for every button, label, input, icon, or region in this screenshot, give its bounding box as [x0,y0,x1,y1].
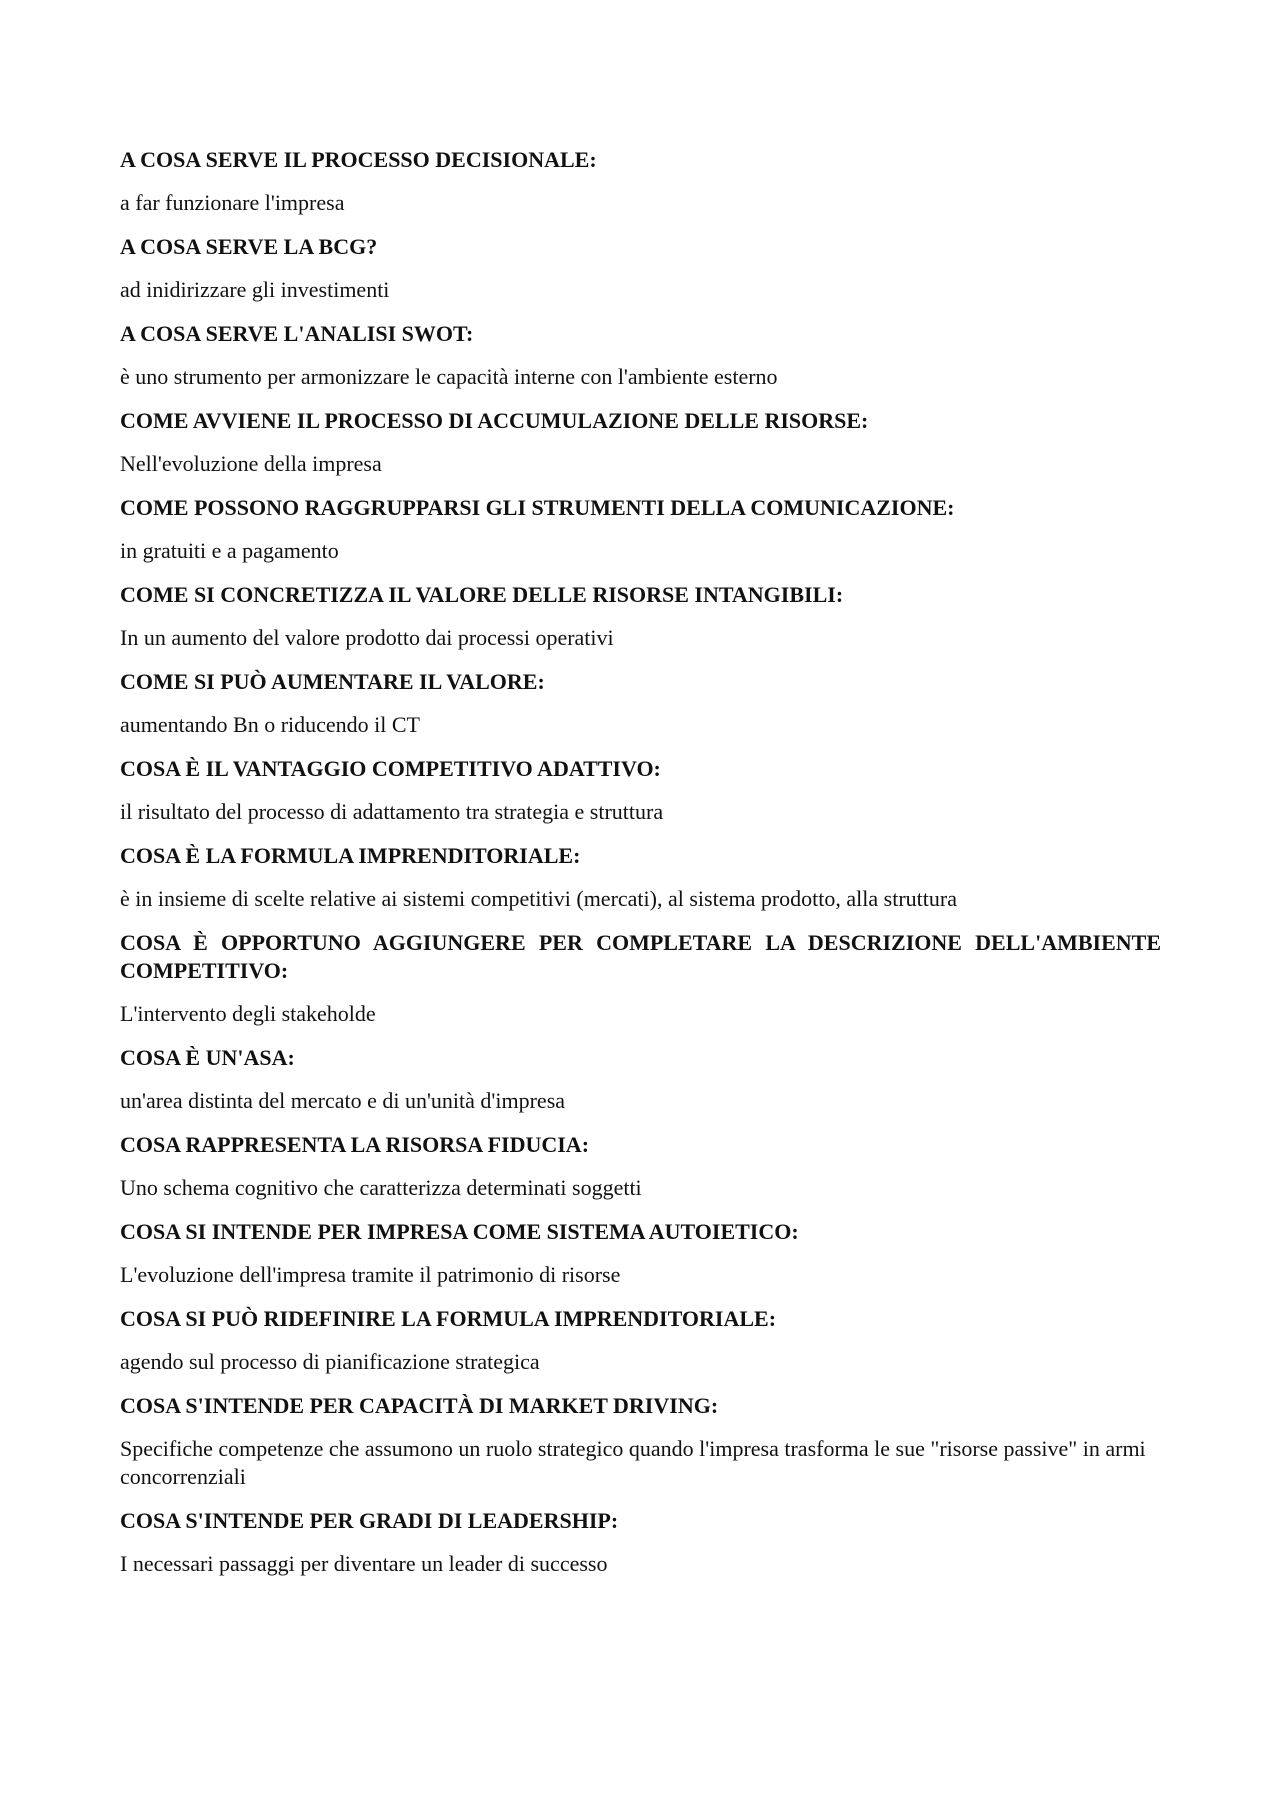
answer-text: L'intervento degli stakeholde [120,1001,376,1026]
question-heading: A COSA SERVE L'ANALISI SWOT: [120,321,474,346]
qa-item [120,842,1161,913]
question-heading: A COSA SERVE LA BCG? [120,234,378,259]
question-heading: COSA È OPPORTUNO AGGIUNGERE PER COMPLETARE LA DESCRIZIONE DELL'AMBIENTE COMPETITIVO: [120,930,1161,983]
question-heading: COME SI PUÒ AUMENTARE IL VALORE: [120,669,545,694]
question-heading: COSA S'INTENDE PER GRADI DI LEADERSHIP: [120,1508,619,1533]
answer-text: è in insieme di scelte relative ai sistemi competitivi (mercati), al sistema prodotto, alla struttura [120,886,957,911]
qa-item [120,1044,1161,1115]
qa-item [120,233,1161,304]
question-heading: COSA RAPPRESENTA LA RISORSA FIDUCIA: [120,1132,590,1157]
answer-text: il risultato del processo di adattamento tra strategia e struttura [120,799,664,824]
answer-text: ad inidirizzare gli investimenti [120,277,390,302]
question-heading: COME POSSONO RAGGRUPPARSI GLI STRUMENTI DELLA COMUNICAZIONE: [120,495,955,520]
qa-item [120,1131,1161,1202]
qa-item [120,407,1161,478]
question-heading: COSA È IL VANTAGGIO COMPETITIVO ADATTIVO: [120,756,661,781]
question-heading: COME SI CONCRETIZZA IL VALORE DELLE RISORSE INTANGIBILI: [120,582,844,607]
qa-item [120,1392,1161,1491]
answer-text: a far funzionare l'impresa [120,190,345,215]
question-heading: COSA È LA FORMULA IMPRENDITORIALE: [120,843,581,868]
answer-text: Nell'evoluzione della impresa [120,451,382,476]
question-heading: COSA S'INTENDE PER CAPACITÀ DI MARKET DRIVING: [120,1393,719,1418]
qa-item [120,755,1161,826]
qa-item [120,146,1161,217]
answer-text: è uno strumento per armonizzare le capacità interne con l'ambiente esterno [120,364,778,389]
question-heading: COSA SI INTENDE PER IMPRESA COME SISTEMA AUTOIETICO: [120,1219,799,1244]
qa-item [120,668,1161,739]
qa-item [120,1218,1161,1289]
question-heading: COME AVVIENE IL PROCESSO DI ACCUMULAZIONE DELLE RISORSE: [120,408,869,433]
answer-text: aumentando Bn o riducendo il CT [120,712,420,737]
answer-text: Specifiche competenze che assumono un ruolo strategico quando l'impresa trasforma le sue "risorse passive" in armi concorrenziali [120,1436,1146,1489]
answer-text: un'area distinta del mercato e di un'unità d'impresa [120,1088,566,1113]
answer-text: I necessari passaggi per diventare un leader di successo [120,1551,608,1576]
question-heading: A COSA SERVE IL PROCESSO DECISIONALE: [120,147,597,172]
qa-item [120,581,1161,652]
answer-text: In un aumento del valore prodotto dai processi operativi [120,625,614,650]
answer-text: L'evoluzione dell'impresa tramite il patrimonio di risorse [120,1262,621,1287]
answer-text: agendo sul processo di pianificazione strategica [120,1349,540,1374]
document-page [120,146,1161,1594]
qa-item [120,1507,1161,1578]
qa-item [120,494,1161,565]
answer-text: in gratuiti e a pagamento [120,538,339,563]
question-heading: COSA È UN'ASA: [120,1045,295,1070]
qa-item [120,929,1161,1028]
question-heading: COSA SI PUÒ RIDEFINIRE LA FORMULA IMPRENDITORIALE: [120,1306,777,1331]
answer-text: Uno schema cognitivo che caratterizza determinati soggetti [120,1175,642,1200]
qa-item [120,320,1161,391]
qa-item [120,1305,1161,1376]
